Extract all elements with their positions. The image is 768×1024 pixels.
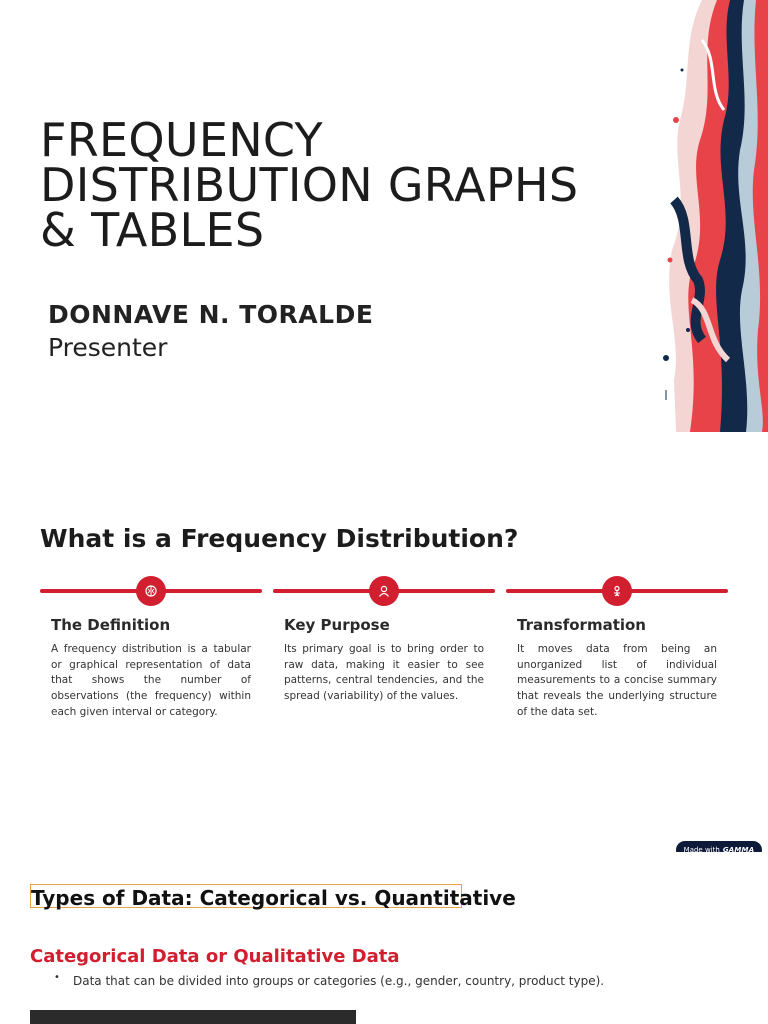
gear-person-icon — [602, 576, 632, 606]
timeline-segment-2 — [273, 574, 495, 608]
card-text-definition: A frequency distribution is a tabular or graphical representation of data that shows the number of observations (the frequency) within each given interval or category. — [51, 643, 251, 718]
presenter-name: DONNAVE N. TORALDE — [48, 300, 374, 329]
section-heading: Types of Data: Categorical vs. Quantitative — [31, 886, 516, 910]
card-title-purpose: Key Purpose — [284, 616, 390, 634]
card-title-transformation: Transformation — [517, 616, 646, 634]
bullet-text: Data that can be divided into groups or categories (e.g., gender, country, product type). — [73, 974, 605, 988]
title-line-1: FREQUENCY — [40, 113, 323, 167]
brain-icon — [136, 576, 166, 606]
card-title-definition: The Definition — [51, 616, 171, 634]
presenter-role: Presenter — [48, 333, 168, 362]
card-text-purpose: Its primary goal is to bring order to raw data, making it easier to see patterns, central tendencies, and the spread (variability) of the values. — [284, 643, 484, 703]
person-icon — [369, 576, 399, 606]
title-line-2: DISTRIBUTION GRAPHS — [40, 158, 579, 212]
timeline-segment-3 — [506, 574, 728, 608]
timeline-segment-1 — [40, 574, 262, 608]
data-types-slide — [0, 872, 768, 1024]
title-line-3: & TABLES — [40, 203, 265, 257]
presentation-title — [40, 113, 630, 257]
title-slide — [0, 0, 768, 432]
categorical-subheading: Categorical Data or Qualitative Data — [30, 946, 400, 967]
section-heading-box — [30, 884, 516, 910]
made-with-gamma-badge[interactable] — [676, 841, 762, 852]
dark-content-block — [30, 1010, 356, 1024]
gamma-logo: GAMMA — [722, 846, 755, 852]
badge-prefix: Made with — [683, 846, 720, 852]
definition-slide — [0, 472, 768, 852]
bullet-icon: • — [54, 972, 60, 983]
abstract-decorative-art — [662, 0, 768, 432]
section-heading: What is a Frequency Distribution? — [40, 524, 519, 553]
card-text-transformation: It moves data from being an unorganized list of individual measurements to a concise summary that reveals the underlying structure of the data set. — [517, 643, 717, 718]
